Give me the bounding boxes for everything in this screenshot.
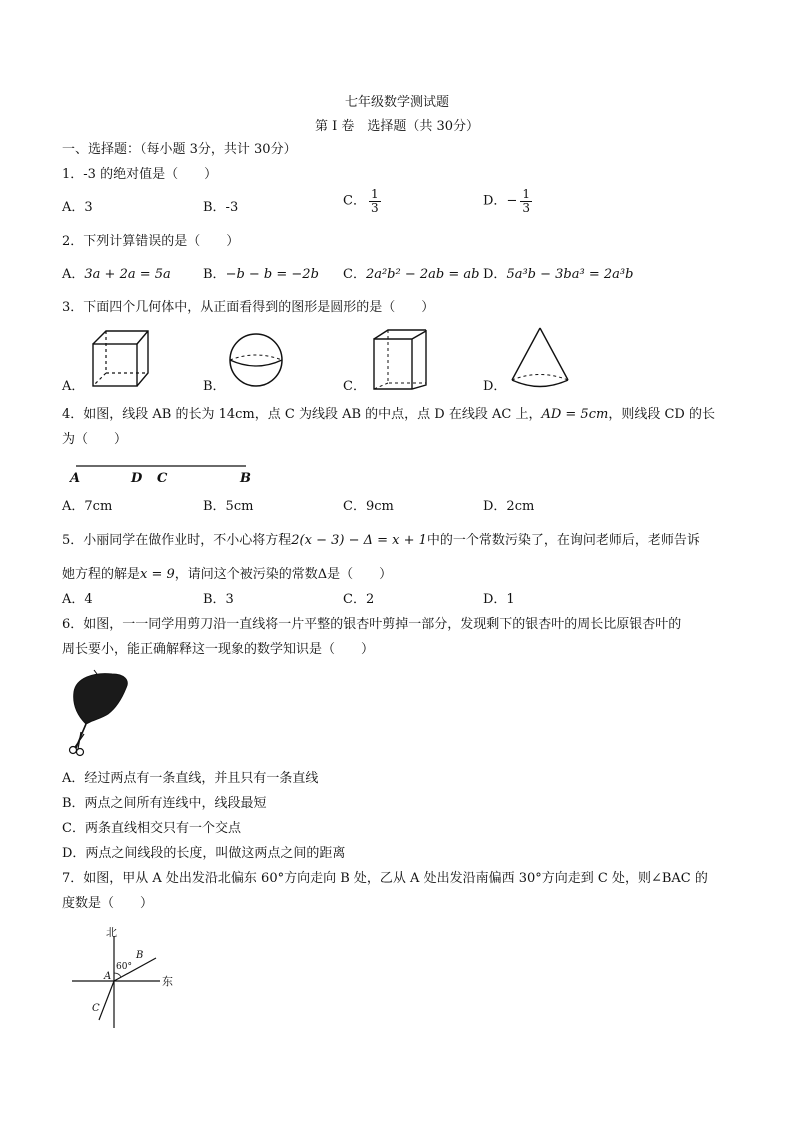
- option-label: C．: [343, 193, 366, 209]
- sphere-figure: [228, 332, 284, 388]
- expression: −b − b = −2b: [225, 267, 319, 282]
- option-c: C．9cm: [343, 499, 394, 514]
- option-d: D．2cm: [483, 499, 535, 514]
- part-title: 第 I 卷 选择题（共 30分）: [314, 119, 480, 134]
- north-label: 北: [106, 926, 117, 939]
- stem-text: ，请问这个被污染的常数Δ是（ ）: [174, 567, 393, 582]
- question-stem: 2．下列计算错误的是（ ）: [62, 234, 240, 249]
- cube-figure: [90, 328, 152, 390]
- option-b: B．3: [203, 592, 234, 607]
- denominator: 3: [370, 201, 379, 215]
- denominator: 3: [522, 201, 530, 215]
- option-b: B．5cm: [203, 499, 254, 514]
- option-a: A．: [62, 379, 85, 394]
- stem-text: 4．如图，线段 AB 的长为 14cm，点 C 为线段 AB 的中点，点 D 在线段 AC 上，: [62, 407, 542, 422]
- numerator: 1: [370, 187, 379, 201]
- expression: AD = 5cm: [541, 407, 609, 422]
- question-stem: [62, 532, 700, 550]
- stem-text: 她方程的解是: [62, 567, 141, 582]
- question-stem-cont: 度数是（ ）: [62, 896, 154, 911]
- option-label: C．: [343, 267, 366, 282]
- option-label: D．: [483, 193, 507, 209]
- question-stem: 7．如图，甲从 A 处出发沿北偏东 60°方向走向 B 处，乙从 A 处出发沿南偏西 30°方向走到 C 处，则∠BAC 的: [62, 871, 708, 886]
- stem-text: ，则线段 CD 的长: [608, 407, 715, 422]
- option-d: D．: [483, 379, 507, 394]
- point-d-label: D: [131, 471, 143, 486]
- option-label: D．: [483, 267, 507, 282]
- page-title: 七年级数学测试题: [344, 95, 449, 110]
- numerator: 1: [522, 187, 530, 201]
- section-heading: 一、选择题：（每小题 3分，共计 30分）: [62, 142, 297, 157]
- option-c: [343, 188, 381, 215]
- question-stem-cont: 周长要小，能正确解释这一现象的数学知识是（ ）: [62, 642, 375, 657]
- option-label: B．: [203, 267, 226, 282]
- point-c-label: C: [92, 1003, 100, 1014]
- option-c: C．2: [343, 592, 375, 607]
- minus-sign: −: [506, 193, 518, 209]
- stem-text: 5．小丽同学在做作业时，不小心将方程: [62, 533, 292, 548]
- option-d: [483, 266, 633, 284]
- equation: 2(x − 3) − Δ = x + 1: [291, 533, 427, 548]
- question-stem: 6．如图，一一同学用剪刀沿一直线将一片平整的银杏叶剪掉一部分，发现剩下的银杏叶的周长比原银杏叶的: [62, 617, 682, 632]
- question-stem-cont: [62, 566, 392, 584]
- option-b: B．: [203, 379, 226, 394]
- point-b-label: B: [136, 950, 144, 961]
- option-c: C．两条直线相交只有一个交点: [62, 821, 241, 836]
- question-stem: [62, 406, 715, 424]
- option-a: A．4: [62, 592, 93, 607]
- angle-label: 60°: [116, 962, 132, 972]
- point-c-label: C: [157, 471, 168, 486]
- option-d: [483, 188, 532, 215]
- option-a: A．经过两点有一条直线，并且只有一条直线: [62, 771, 319, 786]
- option-c: C．: [343, 379, 366, 394]
- question-stem: 1．-3 的绝对值是（ ）: [62, 167, 218, 182]
- prism-figure: [372, 327, 430, 391]
- expression: 3a + 2a = 5a: [84, 267, 171, 282]
- point-b-label: B: [240, 471, 251, 486]
- option-label: A．: [62, 267, 85, 282]
- fraction: [520, 188, 532, 215]
- option-b: [203, 266, 319, 284]
- expression: 5a³b − 3ba³ = 2a³b: [506, 267, 634, 282]
- question-stem: 3．下面四个几何体中，从正面看得到的图形是圆形的是（ ）: [62, 300, 435, 315]
- ginkgo-leaf-figure: [64, 668, 134, 760]
- option-a: A．7cm: [62, 499, 113, 514]
- expression: 2a²b² − 2ab = ab: [365, 267, 480, 282]
- option-d: D．两点之间线段的长度，叫做这两点之间的距离: [62, 846, 346, 861]
- solution: x = 9: [140, 567, 175, 582]
- option-d: D．1: [483, 592, 515, 607]
- question-stem-cont: 为（ ）: [62, 432, 128, 447]
- east-label: 东: [162, 975, 173, 988]
- option-a: A．3: [62, 200, 93, 215]
- option-a: [62, 266, 171, 284]
- option-b: B．两点之间所有连线中，线段最短: [62, 796, 267, 811]
- stem-text: 中的一个常数污染了，在询问老师后，老师告诉: [426, 533, 700, 548]
- point-a-label: A: [104, 971, 112, 982]
- fraction: [369, 188, 381, 215]
- cone-figure: [508, 325, 572, 391]
- option-b: B．-3: [203, 200, 239, 215]
- option-c: [343, 266, 479, 284]
- point-a-label: A: [70, 471, 81, 486]
